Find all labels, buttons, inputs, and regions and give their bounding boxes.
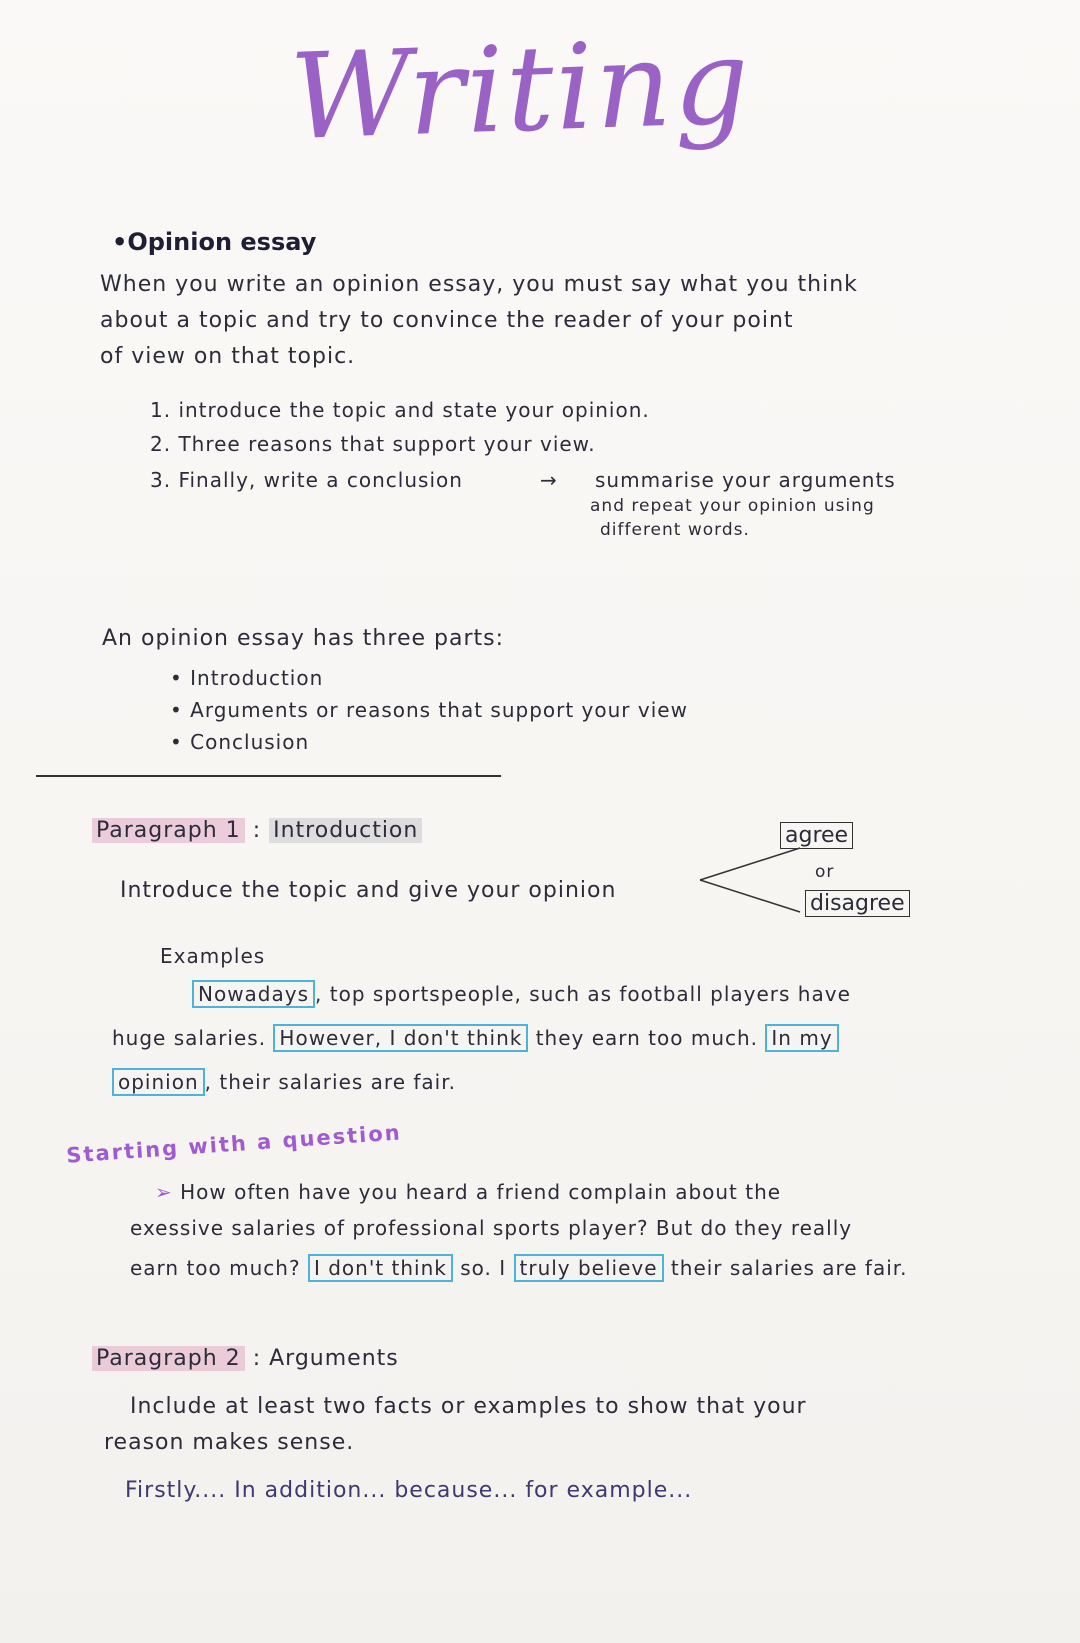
p2-title: Arguments (269, 1346, 399, 1371)
p2-line-1: Include at least two facts or examples to show that your (130, 1394, 807, 1419)
example-line-2-start: huge salaries. (112, 1026, 267, 1050)
arrow-icon: → (540, 468, 558, 492)
part-item-2: • Arguments or reasons that support your view (170, 698, 688, 722)
p1-heading (92, 818, 422, 843)
p2-connectors: Firstly.... In addition... because... for example... (125, 1478, 693, 1503)
question-line-3-mid: so. I (460, 1256, 507, 1280)
example-line-2 (112, 1026, 839, 1050)
question-line-3 (130, 1256, 908, 1280)
phrase-box-dont-think: I don't think (308, 1254, 453, 1282)
arrow-bullet-icon: ➢ (155, 1180, 173, 1204)
question-line-3-start: earn too much? (130, 1256, 301, 1280)
p2-colon: : (252, 1346, 262, 1371)
choice-or: or (815, 862, 835, 882)
step-1: 1. introduce the topic and state your opinion. (150, 398, 650, 422)
p2-line-2: reason makes sense. (104, 1430, 355, 1455)
choice-agree: agree (780, 822, 853, 849)
example-line-3-rest: , their salaries are fair. (204, 1070, 456, 1094)
examples-label: Examples (160, 944, 266, 968)
conclusion-note-3: different words. (600, 520, 750, 540)
intro-line-2: about a topic and try to convince the reader of your point (100, 308, 794, 333)
intro-line-3: of view on that topic. (100, 344, 356, 369)
choice-disagree: disagree (805, 890, 910, 917)
example-line-3 (112, 1070, 456, 1094)
conclusion-note-1: summarise your arguments (595, 468, 896, 492)
step-3: 3. Finally, write a conclusion (150, 468, 463, 492)
question-line-2: exessive salaries of professional sports player? But do they really (130, 1216, 853, 1240)
p2-heading (92, 1346, 399, 1371)
intro-line-1: When you write an opinion essay, you must say what you think (100, 272, 858, 297)
phrase-box-in-my: In my (765, 1024, 838, 1052)
p1-instruction: Introduce the topic and give your opinion (120, 878, 617, 903)
phrase-box-opinion: opinion (112, 1068, 205, 1096)
example-line-2-mid: they earn too much. (535, 1026, 759, 1050)
p1-label: Paragraph 1 (92, 818, 245, 843)
p2-label: Paragraph 2 (92, 1346, 245, 1371)
parts-heading: An opinion essay has three parts: (102, 626, 504, 651)
question-line-3-end: their salaries are fair. (670, 1256, 908, 1280)
p1-colon: : (252, 818, 262, 843)
phrase-box-however: However, I don't think (273, 1024, 528, 1052)
part-item-1: • Introduction (170, 666, 324, 690)
branch-lines (690, 840, 810, 920)
example-line-1 (192, 982, 851, 1006)
section-heading: •Opinion essay (112, 228, 317, 256)
question-line-1 (155, 1180, 781, 1204)
step-2: 2. Three reasons that support your view. (150, 432, 596, 456)
question-line-1-text: How often have you heard a friend complain about the (180, 1180, 782, 1204)
part-item-3: • Conclusion (170, 730, 310, 754)
example-line-1-rest: , top sportspeople, such as football players have (315, 982, 851, 1006)
conclusion-note-2: and repeat your opinion using (590, 496, 875, 516)
page-title: Writing (287, 12, 754, 166)
divider-line (36, 775, 501, 777)
phrase-box-nowadays: Nowadays (192, 980, 315, 1008)
phrase-box-truly-believe: truly believe (514, 1254, 664, 1282)
p1-title: Introduction (269, 818, 422, 843)
question-label: Starting with a question (65, 1120, 403, 1168)
